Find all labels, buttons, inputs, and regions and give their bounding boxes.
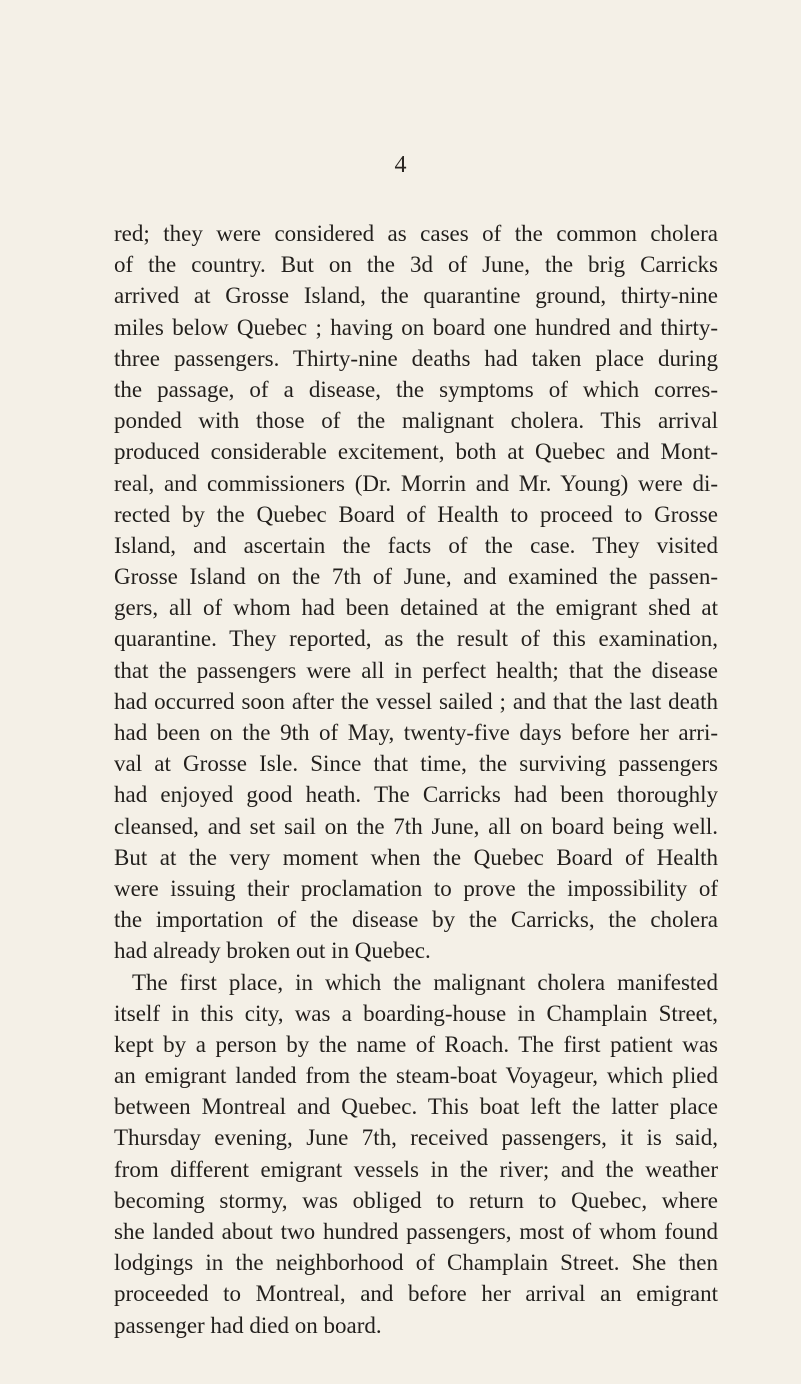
text-line: red; they were considered as cases of the common cholera xyxy=(114,221,718,246)
text-line: Thursday evening, June 7th, received passengers, it is said, xyxy=(114,1125,718,1151)
text-line: lodgings in the neighborhood of Champlain Street. She then xyxy=(114,1250,718,1276)
text-line: ponded with those of the malignant cholera. This arrival xyxy=(114,408,718,434)
text-line: the importation of the disease by the Carricks, the cholera xyxy=(114,907,718,933)
text-line: had been on the 9th of May, twenty-five days before her arri- xyxy=(114,720,718,745)
text-line: quarantine. They reported, as the result of this examination, xyxy=(114,626,718,652)
text-line: had occurred soon after the vessel sailed ; and that the last death xyxy=(114,688,718,714)
text-line: between Montreal and Quebec. This boat left the latter place xyxy=(114,1094,718,1120)
text-line: she landed about two hundred passengers, most of whom found xyxy=(114,1219,718,1244)
text-line: kept by a person by the name of Roach. The first patient was xyxy=(114,1031,718,1057)
page-number: 4 xyxy=(394,152,407,178)
text-line: proceeded to Montreal, and before her arrival an emigrant xyxy=(114,1281,718,1307)
text-line: produced considerable excitement, both at Quebec and Mont- xyxy=(114,439,718,465)
text-line: Grosse Island on the 7th of June, and examined the passen- xyxy=(114,564,718,590)
text-line: had enjoyed good heath. The Carricks had been thoroughly xyxy=(114,782,718,808)
text-line: miles below Quebec ; having on board one hundred and thirty- xyxy=(114,314,718,340)
text-line: were issuing their proclamation to prove the impossibility of xyxy=(114,875,718,901)
text-line: cleansed, and set sail on the 7th June, all on board being well. xyxy=(114,813,718,839)
text-line: But at the very moment when the Quebec Board of Health xyxy=(114,844,718,870)
text-line: The first place, in which the malignant cholera manifested xyxy=(132,969,718,995)
text-line: gers, all of whom had been detained at the emigrant shed at xyxy=(114,595,718,621)
text-line: three passengers. Thirty-nine deaths had taken place during xyxy=(114,345,718,371)
text-line: from different emigrant vessels in the river; and the weather xyxy=(114,1156,718,1182)
text-line: becoming stormy, was obliged to return to Quebec, where xyxy=(114,1187,718,1213)
text-line: real, and commissioners (Dr. Morrin and Mr. Young) were di- xyxy=(114,470,718,496)
body-text xyxy=(114,218,718,1341)
text-line: itself in this city, was a boarding-house in Champlain Street, xyxy=(114,1000,718,1026)
text-line: Island, and ascertain the facts of the case. They visited xyxy=(114,532,718,558)
text-line: of the country. But on the 3d of June, the brig Carricks xyxy=(114,252,718,278)
text-line: val at Grosse Isle. Since that time, the surviving passengers xyxy=(114,751,718,777)
text-line: rected by the Quebec Board of Health to proceed to Grosse xyxy=(114,501,718,527)
text-line: the passage, of a disease, the symptoms of which corres- xyxy=(114,376,718,402)
text-line: an emigrant landed from the steam-boat Voyageur, which plied xyxy=(114,1063,718,1089)
text-line: that the passengers were all in perfect health; that the disease xyxy=(114,657,718,683)
text-line: passenger had died on board. xyxy=(114,1312,382,1338)
text-line: arrived at Grosse Island, the quarantine ground, thirty-nine xyxy=(114,283,718,309)
text-line: had already broken out in Quebec. xyxy=(114,938,431,964)
